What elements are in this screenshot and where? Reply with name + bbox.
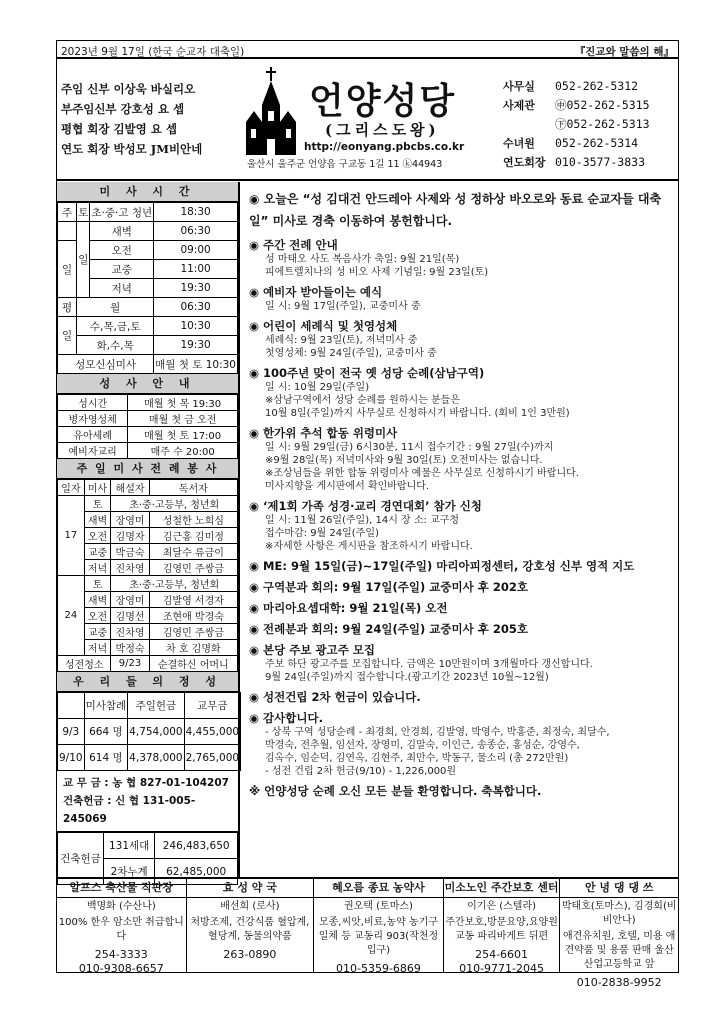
bulletin-page — [56, 40, 679, 989]
sacrament-table — [57, 394, 238, 459]
notice-body — [249, 726, 673, 778]
church-icon — [240, 67, 302, 157]
table-cell: 차 호 김명화 — [149, 640, 237, 656]
account-info — [57, 771, 238, 832]
mass-name: 오전 — [90, 241, 154, 260]
table-row — [58, 693, 241, 719]
notice-head: ◉ 성전건립 2차 헌금이 있습니다. — [249, 689, 673, 705]
table-header: 해설자 — [111, 480, 149, 496]
table-row — [58, 624, 238, 640]
notice-item — [249, 710, 673, 778]
welcome-line — [249, 783, 673, 799]
table-cell: 오전 — [84, 608, 111, 624]
notice-body — [249, 381, 673, 420]
serve-day: 17 — [58, 496, 85, 576]
notice-body — [249, 441, 673, 493]
mass-group-cell: 평 — [58, 298, 77, 317]
notice-item — [249, 188, 673, 232]
notice-line: 세례식: 9월 23일(토), 저녁미사 중 — [265, 335, 418, 346]
table-cell: 매주 수 20:00 — [128, 443, 238, 459]
ad-rep: 백명화 (수산나) — [86, 901, 156, 912]
table-cell: 664 명 — [84, 719, 128, 745]
table-row — [58, 745, 241, 771]
table-row — [58, 480, 238, 496]
notice-item — [249, 365, 673, 420]
table-cell: 성전청소 — [58, 656, 111, 672]
notice-head: ◉ 예비자 받아들이는 예식 — [249, 284, 673, 300]
table-cell: 2,765,000 — [184, 745, 240, 771]
table-cell: 예비자교리 — [58, 443, 128, 459]
notice-line: 성 마태오 사도 복음사가 축일: 9월 21일(목) — [265, 254, 460, 265]
table-row — [58, 719, 241, 745]
contact-row — [503, 77, 650, 96]
ad-name: 안 녕 댕 댕 쓰 — [560, 881, 678, 898]
table-cell: 박금숙 — [111, 544, 149, 560]
notice-item — [249, 425, 673, 493]
table-cell: 김명자 — [111, 528, 149, 544]
table-cell: 김영민 주쌍금 — [149, 624, 237, 640]
church-subtitle: (그리스도왕) — [325, 121, 440, 139]
contact-row — [503, 115, 650, 134]
building-label: 건축헌금 — [58, 833, 104, 885]
contact-value: 010-3577-3833 — [555, 155, 646, 169]
table-cell: 장영미 — [111, 592, 149, 608]
staff-line: 연도 회장 박성모 JM비안네 — [61, 142, 203, 156]
serve-table — [57, 479, 238, 672]
ad-phone: 254-3333 — [94, 948, 148, 961]
ad-rep: 박태호(토마스), 김경희(비비안나) — [561, 901, 677, 926]
staff-line: 평협 회장 김발영 요 셉 — [61, 122, 177, 136]
table-cell: 초·중·고등부, 청년회 — [111, 576, 238, 592]
table-row — [58, 222, 238, 241]
table-cell: 토 — [84, 576, 111, 592]
mass-time: 19:30 — [154, 279, 238, 298]
table-cell: 4,378,000 — [128, 745, 184, 771]
mass-title: 미 사 시 간 — [57, 182, 238, 202]
table-row — [58, 640, 238, 656]
notice-head: ◉ 감사합니다. — [249, 710, 673, 726]
table-cell: 성시간 — [58, 395, 128, 411]
mass-name: 교중 — [90, 260, 154, 279]
mass-group-cell: 일 — [58, 317, 77, 355]
ad-phone: 263-0890 — [223, 948, 277, 961]
staff-list — [61, 79, 202, 159]
ad-desc: 처방조제, 건강식품 혈압계, 혈당계, 동물의약품 — [190, 917, 310, 942]
ad-rep: 이기은 (스텔라) — [467, 901, 537, 912]
staff-line: 부주임신부 강호성 요 셉 — [61, 102, 185, 116]
notice-line: 첫영성체: 9월 24일(주일), 교중미사 중 — [265, 348, 437, 359]
table-row — [58, 298, 238, 317]
table-cell: 진차영 — [111, 624, 149, 640]
table-row — [58, 411, 238, 427]
mass-time: 19:30 — [154, 336, 238, 355]
serve-day: 24 — [58, 576, 85, 656]
table-cell: 성철한 노희심 — [149, 512, 237, 528]
notice-line: - 성전 건립 2차 헌금(9/10) - 1,226,000원 — [265, 766, 457, 777]
table-cell: 교중 — [84, 624, 111, 640]
ad-desc: 애견유치원, 호텔, 미용 애견약품 및 용품 판매 울산산업고등학교 앞 — [562, 931, 676, 970]
contact-row — [503, 96, 650, 115]
table-header — [58, 693, 85, 719]
notice-line: 10월 8일(주일)까지 사무실로 신청하시기 바랍니다. (회비 1인 3만원) — [265, 408, 570, 419]
table-cell: 조현애 박경숙 — [149, 608, 237, 624]
ad-rep: 권오택 (토마스) — [343, 901, 413, 912]
mass-name: 저녁 — [90, 279, 154, 298]
notice-head: ◉ ME: 9월 15일(금)~17일(주일) 마리아피정센터, 강호성 신부 영적 지도 — [249, 558, 673, 574]
notice-column — [243, 182, 679, 877]
ad-phone: 010-5359-6869 — [335, 962, 421, 975]
mass-time: 11:00 — [154, 260, 238, 279]
table-cell: 김명선 — [111, 608, 149, 624]
notice-line: ※9월 28일(목) 저녁미사와 9월 30일(토) 오전미사는 없습니다. — [265, 455, 543, 466]
notice-line: 일 시: 11월 26일(주일), 14시 장 소: 교구청 — [265, 515, 460, 526]
ad-phone: 010-2838-9952 — [576, 976, 662, 989]
table-row — [58, 592, 238, 608]
ad-desc: 모종,씨앗,비료,농약 농기구 일체 등 교동리 903(작천정 입구) — [318, 917, 439, 956]
ad-phone: 010-9308-6657 — [78, 962, 164, 975]
contact-value: ㊦052-262-5313 — [555, 117, 650, 131]
mass-name: 화,수,목 — [77, 336, 154, 355]
ad-desc: 주간보호,방문요양,요양원 교동 파리바게트 뒤편 — [445, 917, 558, 942]
mass-name: 초·중·고 청년 — [90, 203, 154, 222]
notice-line: - 상북 구역 성당순례 - 최경희, 안경희, 김발영, 박영수, 박홍준, 최정숙, 최달수, — [265, 727, 610, 738]
notice-item — [249, 558, 673, 574]
ad-box — [57, 879, 187, 973]
contact-list — [503, 77, 650, 172]
notice-item — [249, 642, 673, 684]
table-cell: 매월 첫 목 19:30 — [128, 395, 238, 411]
notice-head: ◉ 구역분과 회의: 9월 17일(주일) 교중미사 후 202호 — [249, 579, 673, 595]
church-url[interactable]: http://eonyang.pbcbs.co.kr — [304, 141, 465, 153]
mass-time: 10:30 — [154, 317, 238, 336]
table-header: 미사참례 — [84, 693, 128, 719]
notice-body — [249, 334, 673, 360]
mass-subgroup-cell: 토 — [77, 203, 90, 222]
mass-name: 월 — [77, 298, 154, 317]
table-cell: 2차누계 — [104, 859, 155, 885]
ad-desc: 100% 한우 암소만 취급합니다 — [58, 917, 184, 942]
table-cell: 246,483,650 — [155, 833, 238, 859]
notice-head: ◉ 마리아요셉대학: 9월 21일(목) 오전 — [249, 600, 673, 616]
notice-head: ◉ 어린이 세례식 및 첫영성체 — [249, 318, 673, 334]
table-row — [58, 496, 238, 512]
left-column — [57, 182, 240, 877]
finance-title: 우 리 들 의 정 성 — [57, 672, 238, 692]
ad-box — [560, 879, 678, 989]
mass-group-cell — [58, 222, 77, 241]
contact-row — [503, 134, 650, 153]
table-header: 독서자 — [149, 480, 237, 496]
ad-name: 혜오름 종묘 농약사 — [314, 881, 443, 898]
ad-box — [314, 879, 444, 973]
table-cell: 박정숙 — [111, 640, 149, 656]
contact-label: 사무실 — [503, 80, 535, 93]
notice-item — [249, 621, 673, 637]
table-cell: 614 명 — [84, 745, 128, 771]
contact-value: ㊥052-262-5315 — [555, 98, 650, 112]
notice-line: 미사지향을 게시판에서 확인바랍니다. — [265, 481, 430, 492]
notice-item — [249, 600, 673, 616]
account-line: 교 무 금 : 농 협 827-01-104207 — [63, 777, 229, 789]
table-row — [58, 203, 238, 222]
notice-item — [249, 689, 673, 705]
notice-line: 9월 24일(주일)까지 접수합니다.(광고기간 2023년 10월~12월) — [265, 672, 549, 683]
table-row — [58, 317, 238, 336]
notice-body — [249, 514, 673, 553]
ad-strip — [57, 877, 678, 989]
notice-line: 일 시: 9월 29일(금) 6시30분, 11시 접수기간 : 9월 27일(수)까지 — [265, 442, 554, 453]
table-cell: 매월 첫 토 17:00 — [128, 427, 238, 443]
notice-body — [249, 253, 673, 279]
header — [57, 61, 678, 181]
account-line: 건축헌금 : 신 협 131-005-245069 — [63, 795, 196, 825]
table-row — [58, 560, 238, 576]
notice-line: ※자세한 사항은 게시판을 참조하시기 바랍니다. — [265, 541, 473, 552]
notice-head: ◉ ‘제1회 가족 성경·교리 경연대회’ 참가 신청 — [249, 498, 673, 514]
welcome-text: ※ 언양성당 순례 오신 모든 분들 환영합니다. 축복합니다. — [249, 784, 542, 798]
table-row — [58, 833, 238, 859]
church-title: 언양성당 — [309, 81, 457, 122]
table-cell: 9/3 — [58, 719, 85, 745]
date-line: 2023년 9월 17일 (한국 순교자 대축일) — [61, 46, 245, 58]
table-row — [58, 427, 238, 443]
contact-label: 연도회장 — [503, 156, 546, 169]
table-row — [58, 395, 238, 411]
table-cell: 초·중·고등부, 청년회 — [111, 496, 238, 512]
ad-box — [444, 879, 561, 973]
mass-time: 매월 첫 토 10:30 — [154, 355, 238, 374]
mass-time: 18:30 — [154, 203, 238, 222]
contact-label: 사제관 — [503, 99, 535, 112]
mass-group-cell: 일 — [58, 241, 77, 298]
table-cell: 131세대 — [104, 833, 155, 859]
motto: 『진교와 말씀의 해』 — [574, 46, 674, 58]
notice-body — [249, 300, 673, 313]
notice-line: 피에트렐치나의 성 비오 사제 기념일: 9월 23일(토) — [265, 267, 489, 278]
table-cell: 김발영 서경자 — [149, 592, 237, 608]
contact-label: 수녀원 — [503, 137, 535, 150]
mass-group-cell: 주 — [58, 203, 77, 222]
table-cell: 새벽 — [84, 592, 111, 608]
table-row — [58, 336, 238, 355]
table-cell: 4,754,000 — [128, 719, 184, 745]
table-cell: 저녁 — [84, 640, 111, 656]
table-cell: 진차영 — [111, 560, 149, 576]
finance-table — [57, 692, 241, 771]
sacrament-title: 성 사 안 내 — [57, 374, 238, 394]
table-cell: 9/23 — [111, 656, 149, 672]
notice-line: ※조상님들을 위한 합동 위령미사 예물은 사무실로 신청하시기 바랍니다. — [265, 468, 579, 479]
table-row — [58, 512, 238, 528]
mass-name: 성모신심미사 — [58, 355, 154, 374]
church-address: 울산시 울주군 언양읍 구교동 1길 11 ⓚ44943 — [247, 159, 443, 170]
ad-rep: 배선희 (로사) — [220, 901, 280, 912]
table-cell: 저녁 — [84, 560, 111, 576]
table-cell: 62,485,000 — [155, 859, 238, 885]
table-row — [58, 576, 238, 592]
table-cell: 장영미 — [111, 512, 149, 528]
staff-line: 주임 신부 이상욱 바실리오 — [61, 82, 196, 96]
table-cell: 김근홍 김미정 — [149, 528, 237, 544]
contact-value: 052-262-5312 — [555, 79, 639, 93]
notice-item — [249, 318, 673, 360]
notice-head: ◉ 본당 주보 광고주 모집 — [249, 642, 673, 658]
serve-title: 주 일 미 사 전 례 봉 사 — [57, 459, 238, 479]
ad-name: 알프스 축산물 직판장 — [57, 881, 186, 898]
ad-box — [187, 879, 315, 973]
notice-item — [249, 579, 673, 595]
notice-line: 일 시: 10월 29일(주일) — [265, 382, 370, 393]
notice-line: 주보 하단 광고주를 모집합니다. 금액은 10만원이며 3개월마다 갱신합니다. — [265, 659, 593, 670]
table-cell: 김영민 주쌍금 — [149, 560, 237, 576]
ad-name: 미소노인 주간보호 센터 — [444, 881, 560, 898]
mass-name: 새벽 — [90, 222, 154, 241]
table-header: 일자 — [58, 480, 85, 496]
table-header: 미사 — [84, 480, 111, 496]
table-row — [58, 355, 238, 374]
table-cell: 토 — [84, 496, 111, 512]
top-line — [57, 41, 678, 59]
table-row — [58, 528, 238, 544]
notice-line: 김옥수, 임순덕, 김연옥, 김현주, 최만수, 박동구, 물소리 (총 272만원) — [265, 753, 569, 764]
mass-time: 09:00 — [154, 241, 238, 260]
table-header: 교무금 — [184, 693, 240, 719]
table-cell: 매월 첫 금 오전 — [128, 411, 238, 427]
mass-table — [57, 202, 238, 374]
notice-head: ◉ 100주년 맞이 전국 옛 성당 순례(삼남구역) — [249, 365, 673, 381]
table-cell: 오전 — [84, 528, 111, 544]
contact-value: 052-262-5314 — [555, 136, 639, 150]
notice-item — [249, 237, 673, 279]
notice-item — [249, 498, 673, 553]
table-cell: 순결하신 어머니 — [149, 656, 237, 672]
notice-head: ◉ 주간 전례 안내 — [249, 237, 673, 253]
mass-subgroup-cell: 일 — [77, 222, 90, 298]
table-cell: 교중 — [84, 544, 111, 560]
table-header: 주일헌금 — [128, 693, 184, 719]
table-row — [58, 443, 238, 459]
table-cell: 4,455,000 — [184, 719, 240, 745]
notice-body — [249, 658, 673, 684]
notice-head: ◉ 전례분과 회의: 9월 24일(주일) 교중미사 후 205호 — [249, 621, 673, 637]
table-row — [58, 608, 238, 624]
ad-phone: 254-6601 — [475, 948, 529, 961]
contact-row — [503, 153, 650, 172]
table-row — [58, 544, 238, 560]
notice-head: ◉ 오늘은 “성 김대건 안드레아 사제와 성 정하상 바오로와 동료 순교자들 대축일” 미사로 경축 이동하여 봉헌합니다. — [249, 188, 673, 232]
notice-head: ◉ 한가위 추석 합동 위령미사 — [249, 425, 673, 441]
table-cell: 유아세례 — [58, 427, 128, 443]
ad-name: 효 성 약 국 — [187, 881, 314, 898]
notice-line: 일 시: 9월 17일(주일), 교중미사 중 — [265, 301, 421, 312]
ad-phone: 010-9771-2045 — [459, 962, 545, 975]
mass-time: 06:30 — [154, 298, 238, 317]
notice-line: 접수마감: 9월 24일(주일) — [265, 528, 379, 539]
contact-label — [503, 115, 555, 134]
table-cell: 새벽 — [84, 512, 111, 528]
notice-line: 박경숙, 전추월, 임선자, 장영미, 김말숙, 이인근, 송종순, 홍성순, 강영수, — [265, 740, 580, 751]
mass-name: 수,목,금,토 — [77, 317, 154, 336]
table-cell: 최달수 류금이 — [149, 544, 237, 560]
table-row — [58, 656, 238, 672]
mass-time: 06:30 — [154, 222, 238, 241]
table-cell: 병자영성체 — [58, 411, 128, 427]
notice-item — [249, 284, 673, 313]
notice-line: ※삼남구역에서 성당 순례를 원하시는 분들은 — [265, 395, 460, 406]
table-cell: 9/10 — [58, 745, 85, 771]
